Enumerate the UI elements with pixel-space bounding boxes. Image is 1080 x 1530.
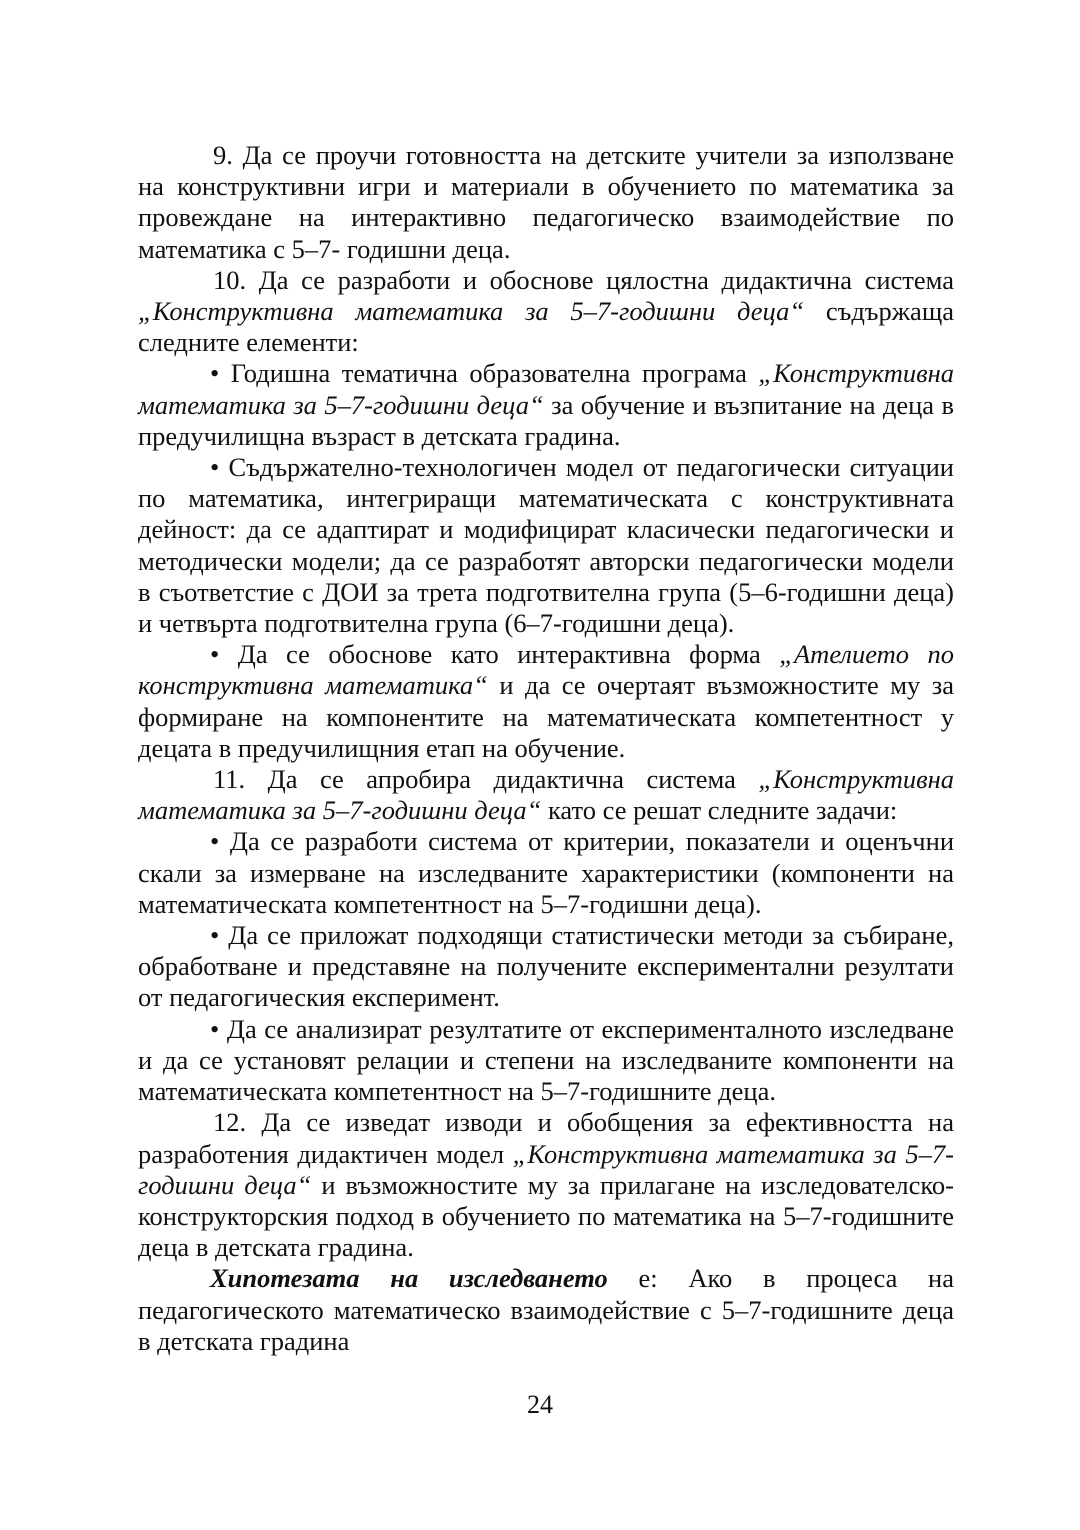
paragraph-lead: 12. Да се изведат изводи и обобщения за ефективността на разработения дидактичен модел — [138, 1107, 954, 1169]
hypothesis-text: е: Ако в процеса на педагогическото математическо взаимодействие с 5–7-годишните деца в детската градина — [138, 1263, 955, 1356]
bullet-atelier — [138, 639, 954, 764]
paragraph-tail: съдържаща следните елементи: — [138, 296, 954, 358]
bullet-text: • Да се приложат подходящи статистически методи за събиране, обработване и представяне на получените експериментални резултати от педагогическия експеримент. — [138, 920, 954, 1013]
bullet-text: • Съдържателно-технологичен модел от педагогически ситуации по математика, интегриращи математическата с конструктивната дейност: да се адаптират и модифицират класически педагогически и методически модели; да се разработят авторски педагогически модели в съответстие с ДОИ за трета подготвителна група (5–6-годишни деца) и четвърта подготвителна група (6–7-годишни деца). — [138, 452, 954, 639]
paragraph-item-12 — [138, 1107, 954, 1263]
bullet-text: • Да се анализират резултатите от експерименталното изследване и да се установят релации и степени на изследваните компоненти на математическата компетентност на 5–7-годишните деца. — [138, 1013, 954, 1107]
paragraph-lead: 10. Да се разработи и обоснове цялостна дидактична система — [213, 264, 954, 295]
bullet-analysis — [138, 1014, 954, 1108]
page-body — [138, 140, 954, 1357]
program-title: „Конструктивна математика за 5–7-годишни деца“ — [138, 764, 954, 826]
bullet-tail: за обучение и възпитание на деца в предучилищна възраст в детската градина. — [138, 389, 954, 451]
bullet-criteria-system — [138, 826, 954, 920]
program-title: „Конструктивна математика за 5–7-годишни деца“ — [138, 358, 954, 420]
paragraph-item-9 — [138, 140, 954, 265]
bullet-technology-model — [138, 452, 954, 639]
program-title: „Конструктивна математика за 5–7-годишни деца“ — [138, 1138, 954, 1200]
page-number: 24 — [527, 1390, 553, 1419]
paragraph-lead: 11. Да се апробира дидактична система — [213, 764, 759, 795]
bullet-tail: и да се очертаят възможностите му за формиране на компонентите на математическата компетентност у децата в предучилищния етап на обучение. — [138, 670, 954, 763]
hypothesis-label: Хипотезата на изследването — [210, 1263, 608, 1294]
bullet-lead: • Годишна тематична образователна програма — [210, 358, 759, 389]
hypothesis-paragraph — [138, 1263, 954, 1357]
atelier-title: „Ателието по конструктивна математика“ — [138, 639, 954, 701]
bullet-statistical-methods — [138, 920, 954, 1014]
bullet-lead: • Да се обоснове като интерактивна форма — [210, 639, 780, 670]
paragraph-text: 9. Да се проучи готовността на детските учители за използване на конструктивни игри и материали в обучението по математика за провеждане на интерактивно педагогическо взаимодействие по математика с 5–7- годишни деца. — [138, 140, 954, 264]
bullet-annual-program — [138, 358, 954, 452]
program-title: „Конструктивна математика за 5–7-годишни деца“ — [138, 296, 805, 327]
paragraph-item-11 — [138, 764, 954, 826]
paragraph-tail: като се решат следните задачи: — [541, 795, 898, 826]
paragraph-item-10 — [138, 265, 954, 359]
bullet-text: • Да се разработи система от критерии, показатели и оценъчни скали за измерване на изследваните характеристики (компоненти на математическата компетентност на 5–7-годишни деца). — [138, 826, 954, 919]
paragraph-tail: и възможностите му за прилагане на изследователско-конструкторския подход в обучението по математика на 5–7-годишните деца в детската градина. — [138, 1169, 954, 1263]
